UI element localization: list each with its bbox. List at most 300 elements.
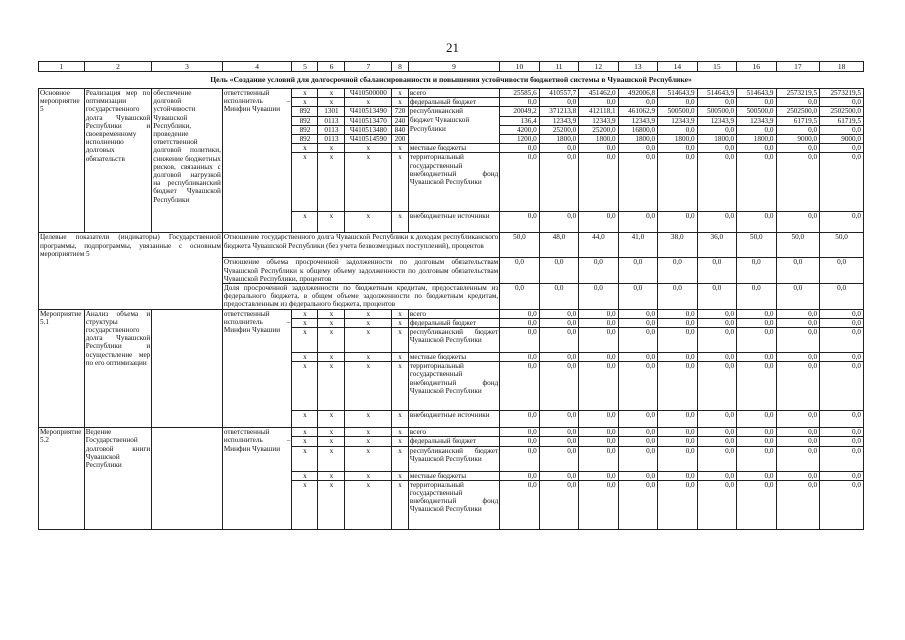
value-cell: 1800,0 [539, 135, 578, 144]
value-cell: 0,0 [539, 471, 578, 480]
value-cell: 12343,9 [579, 116, 618, 125]
funding-source: всего [408, 428, 499, 437]
value-cell: 0,0 [820, 153, 864, 212]
target-indicator: Отношение государственного долга Чувашской Республики к доходам республиканского бюджета Чувашской Республики (без учета безвозмездных поступлений), процентов [222, 233, 499, 258]
value-cell: 0,0 [579, 309, 618, 318]
value-cell: 0,0 [697, 284, 736, 310]
funding-source: местные бюджеты [408, 471, 499, 480]
value-cell: 2573219,5 [776, 89, 820, 98]
value-cell: 0,0 [500, 284, 539, 310]
value-cell: 0,0 [658, 428, 697, 437]
program-table [38, 61, 864, 530]
value-cell: 0,0 [697, 362, 736, 411]
value-cell: 0,0 [697, 411, 736, 428]
table-cell: x [292, 446, 318, 471]
value-cell: 0,0 [820, 328, 864, 353]
table-cell: x [318, 362, 345, 411]
table-cell: x [392, 353, 409, 362]
value-cell: 0,0 [737, 125, 776, 134]
value-cell: 0,0 [500, 428, 539, 437]
value-cell: 0,0 [737, 284, 776, 310]
event-number: Мероприятие 5.2 [39, 428, 85, 530]
value-cell: 0,0 [697, 446, 736, 471]
value-cell: 12343,9 [539, 116, 578, 125]
table-cell: 840 [392, 125, 409, 134]
value-cell: 0,0 [579, 144, 618, 153]
funding-source [408, 135, 499, 144]
value-cell: 0,0 [500, 328, 539, 353]
value-cell: 1800,0 [579, 135, 618, 144]
table-cell: x [318, 318, 345, 327]
table-cell: Ч410513480 [345, 125, 392, 134]
table-cell: Ч410513490 [345, 107, 392, 116]
column-number: 5 [292, 62, 318, 72]
funding-source: территориальный государственный внебюджетный фонд Чувашской Республики [408, 153, 499, 212]
value-cell: 0,0 [539, 212, 578, 233]
table-cell: x [392, 428, 409, 437]
funding-source: внебюджетные источники [408, 212, 499, 233]
value-cell: 0,0 [658, 480, 697, 529]
column-number: 1 [39, 62, 85, 72]
table-cell: x [318, 446, 345, 471]
event-goal [152, 309, 223, 428]
column-number: 10 [500, 62, 539, 72]
column-number: 12 [579, 62, 618, 72]
value-cell: 0,0 [697, 318, 736, 327]
value-cell: 0,0 [539, 353, 578, 362]
table-cell: x [292, 437, 318, 446]
table-cell: x [318, 309, 345, 318]
value-cell: 0,0 [579, 471, 618, 480]
value-cell: 0,0 [737, 362, 776, 411]
funding-source: бюджет Чувашской [408, 116, 499, 125]
value-cell: 0,0 [579, 212, 618, 233]
value-cell: 50,0 [776, 233, 820, 258]
value-cell: 0,0 [737, 446, 776, 471]
value-cell: 0,0 [539, 428, 578, 437]
value-cell: 0,0 [697, 328, 736, 353]
table-row [39, 89, 864, 98]
value-cell: 0,0 [737, 411, 776, 428]
value-cell: 0,0 [658, 437, 697, 446]
table-cell: 892 [292, 107, 318, 116]
value-cell: 0,0 [500, 353, 539, 362]
value-cell: 0,0 [658, 362, 697, 411]
value-cell: 0,0 [697, 98, 736, 107]
value-cell: 0,0 [539, 309, 578, 318]
table-cell: x [292, 362, 318, 411]
event-title: Реализация мер по оптимизации государственного долга Чувашской Республики и своевременному исполнению долговых обязательств [84, 89, 152, 233]
event-goal [152, 428, 223, 530]
table-cell: x [345, 471, 392, 480]
table-cell: x [292, 98, 318, 107]
table-cell: x [318, 428, 345, 437]
value-cell: 0,0 [776, 471, 820, 480]
table-cell: x [392, 411, 409, 428]
value-cell: 0,0 [658, 309, 697, 318]
value-cell: 0,0 [737, 98, 776, 107]
funding-source: Республики [408, 125, 499, 134]
value-cell: 12343,9 [658, 116, 697, 125]
funding-source: территориальный государственный внебюджетный фонд Чувашской Республики [408, 480, 499, 529]
value-cell: 0,0 [579, 437, 618, 446]
table-cell: x [392, 446, 409, 471]
value-cell: 12343,9 [618, 116, 657, 125]
value-cell: 0,0 [820, 212, 864, 233]
value-cell: 0,0 [737, 309, 776, 318]
value-cell: 136,4 [500, 116, 539, 125]
value-cell: 0,0 [500, 153, 539, 212]
value-cell: 0,0 [500, 446, 539, 471]
table-cell: x [345, 212, 392, 233]
value-cell: 0,0 [737, 144, 776, 153]
value-cell: 4200,0 [500, 125, 539, 134]
value-cell: 0,0 [539, 258, 578, 284]
value-cell: 0,0 [697, 212, 736, 233]
funding-source: республиканский [408, 107, 499, 116]
targets-label: Целевые показатели (индикаторы) Государственной программы, подпрограммы, увязанные с основным мероприятием 5 [39, 233, 223, 309]
value-cell: 0,0 [579, 362, 618, 411]
event-goal: обеспечение долговой устойчивости Чувашской Республики, проведение ответственной долговой политики, снижение бюджетных рисков, связанных с долговой нагрузкой на республиканский бюджет Чувашской Республики [152, 89, 223, 233]
table-cell: x [318, 411, 345, 428]
goal-title: Цель «Создание условий для долгосрочной сбалансированности и повышения устойчивости бюджетной системы в Чувашской Республике» [39, 72, 864, 89]
table-cell: x [318, 153, 345, 212]
value-cell: 0,0 [618, 98, 657, 107]
table-cell: x [292, 309, 318, 318]
table-row [39, 428, 864, 437]
value-cell: 0,0 [618, 428, 657, 437]
value-cell: 461062,9 [618, 107, 657, 116]
table-cell: x [345, 411, 392, 428]
value-cell: 0,0 [776, 318, 820, 327]
table-cell: x [292, 428, 318, 437]
table-cell: x [292, 471, 318, 480]
column-numbers-row [39, 62, 864, 72]
value-cell: 0,0 [579, 284, 618, 310]
value-cell: 0,0 [820, 125, 864, 134]
value-cell: 0,0 [500, 258, 539, 284]
column-number: 4 [222, 62, 292, 72]
value-cell: 2502500,0 [776, 107, 820, 116]
event-title: Анализ объема и структуры государственного долга Чувашской Республики и осуществление мер по его оптимизации [84, 309, 152, 428]
table-cell: x [318, 144, 345, 153]
value-cell: 0,0 [658, 328, 697, 353]
value-cell: 0,0 [820, 480, 864, 529]
value-cell: 0,0 [658, 125, 697, 134]
event-executor: ответственный исполнитель – Минфин Чувашии [222, 309, 292, 428]
table-cell: x [392, 144, 409, 153]
value-cell: 12343,9 [737, 116, 776, 125]
value-cell: 514643,9 [697, 89, 736, 98]
value-cell: 500500,0 [697, 107, 736, 116]
table-cell: x [345, 446, 392, 471]
value-cell: 36,0 [697, 233, 736, 258]
table-cell: x [392, 437, 409, 446]
value-cell: 0,0 [737, 153, 776, 212]
value-cell: 0,0 [697, 471, 736, 480]
table-cell: 1301 [318, 107, 345, 116]
value-cell: 12343,9 [697, 116, 736, 125]
value-cell: 0,0 [820, 98, 864, 107]
value-cell: 0,0 [658, 98, 697, 107]
table-cell: x [345, 328, 392, 353]
value-cell: 25585,6 [500, 89, 539, 98]
event-number: Основное мероприятие 5 [39, 89, 85, 233]
value-cell: 0,0 [776, 258, 820, 284]
value-cell: 0,0 [579, 446, 618, 471]
value-cell: 0,0 [500, 437, 539, 446]
value-cell: 0,0 [820, 144, 864, 153]
value-cell: 0,0 [618, 446, 657, 471]
funding-source: местные бюджеты [408, 144, 499, 153]
table-cell: x [318, 471, 345, 480]
value-cell: 0,0 [776, 428, 820, 437]
value-cell: 0,0 [579, 98, 618, 107]
value-cell: 0,0 [820, 353, 864, 362]
value-cell: 0,0 [658, 144, 697, 153]
value-cell: 0,0 [579, 480, 618, 529]
table-cell: x [345, 98, 392, 107]
table-cell: x [292, 144, 318, 153]
value-cell: 514643,9 [658, 89, 697, 98]
value-cell: 0,0 [820, 258, 864, 284]
value-cell: 0,0 [737, 428, 776, 437]
value-cell: 0,0 [658, 258, 697, 284]
value-cell: 0,0 [618, 411, 657, 428]
table-cell: 892 [292, 116, 318, 125]
funding-source: местные бюджеты [408, 353, 499, 362]
value-cell: 0,0 [500, 362, 539, 411]
value-cell: 0,0 [776, 125, 820, 134]
table-cell: 200 [392, 135, 409, 144]
value-cell: 500500,0 [737, 107, 776, 116]
value-cell: 0,0 [820, 318, 864, 327]
value-cell: 0,0 [618, 328, 657, 353]
table-cell: x [318, 98, 345, 107]
table-cell: x [345, 428, 392, 437]
table-cell: x [292, 318, 318, 327]
column-number: 6 [318, 62, 345, 72]
value-cell: 0,0 [697, 353, 736, 362]
value-cell: 0,0 [539, 328, 578, 353]
column-number: 15 [697, 62, 736, 72]
value-cell: 0,0 [539, 437, 578, 446]
table-cell: x [318, 480, 345, 529]
value-cell: 9000,0 [820, 135, 864, 144]
value-cell: 0,0 [697, 437, 736, 446]
value-cell: 0,0 [776, 411, 820, 428]
table-cell: Ч410500000 [345, 89, 392, 98]
value-cell: 2573219,5 [820, 89, 864, 98]
value-cell: 0,0 [697, 125, 736, 134]
value-cell: 0,0 [658, 411, 697, 428]
value-cell: 1800,0 [737, 135, 776, 144]
table-cell: x [345, 153, 392, 212]
table-row [39, 309, 864, 318]
value-cell: 0,0 [618, 353, 657, 362]
table-cell: x [292, 353, 318, 362]
value-cell: 41,0 [618, 233, 657, 258]
value-cell: 0,0 [579, 318, 618, 327]
column-number: 11 [539, 62, 578, 72]
value-cell: 0,0 [820, 362, 864, 411]
table-cell: x [392, 362, 409, 411]
value-cell: 1800,0 [658, 135, 697, 144]
column-number: 14 [658, 62, 697, 72]
value-cell: 44,0 [579, 233, 618, 258]
value-cell: 0,0 [737, 480, 776, 529]
target-indicator: Отношение объема просроченной задолженности по долговым обязательствам Чувашской Республики к общему объему задолженности по долговым обязательствам Чувашской Республики, процентов [223, 258, 499, 283]
value-cell: 20049,2 [500, 107, 539, 116]
table-cell: x [392, 89, 409, 98]
table-cell: x [345, 144, 392, 153]
value-cell: 0,0 [618, 153, 657, 212]
column-number: 8 [392, 62, 409, 72]
value-cell: 0,0 [697, 153, 736, 212]
column-number: 3 [152, 62, 223, 72]
value-cell: 0,0 [579, 353, 618, 362]
value-cell: 50,0 [500, 233, 539, 258]
value-cell: 0,0 [776, 437, 820, 446]
table-cell: x [345, 309, 392, 318]
value-cell: 0,0 [776, 362, 820, 411]
value-cell: 0,0 [618, 212, 657, 233]
funding-source: внебюджетные источники [408, 411, 499, 428]
table-cell: x [292, 89, 318, 98]
value-cell: 0,0 [618, 284, 657, 310]
funding-source: территориальный государственный внебюджетный фонд Чувашской Республики [408, 362, 499, 411]
value-cell: 1800,0 [697, 135, 736, 144]
table-cell: x [392, 480, 409, 529]
table-cell: x [292, 328, 318, 353]
column-number: 13 [618, 62, 657, 72]
funding-source: федеральный бюджет [408, 98, 499, 107]
value-cell: 9000,0 [776, 135, 820, 144]
value-cell: 371213,8 [539, 107, 578, 116]
value-cell: 0,0 [539, 362, 578, 411]
value-cell: 0,0 [618, 258, 657, 284]
table-cell: x [318, 353, 345, 362]
value-cell: 0,0 [658, 153, 697, 212]
event-title: Ведение Государственной долговой книги Чувашской Республики [84, 428, 152, 530]
value-cell: 38,0 [658, 233, 697, 258]
value-cell: 0,0 [776, 212, 820, 233]
value-cell: 0,0 [539, 411, 578, 428]
table-cell: x [318, 89, 345, 98]
table-cell: x [392, 153, 409, 212]
table-cell: x [392, 309, 409, 318]
value-cell: 0,0 [658, 212, 697, 233]
value-cell: 0,0 [697, 309, 736, 318]
table-cell: 720 [392, 107, 409, 116]
table-cell: x [318, 212, 345, 233]
funding-source: республиканский бюджет Чувашской Республики [408, 446, 499, 471]
table-cell: x [345, 353, 392, 362]
event-number: Мероприятие 5.1 [39, 309, 85, 428]
table-cell: x [392, 98, 409, 107]
table-cell: Ч410514590 [345, 135, 392, 144]
value-cell: 0,0 [776, 153, 820, 212]
funding-source: всего [408, 309, 499, 318]
table-cell: x [292, 153, 318, 212]
table-cell: Ч410513470 [345, 116, 392, 125]
value-cell: 0,0 [737, 212, 776, 233]
value-cell: 0,0 [618, 471, 657, 480]
value-cell: 0,0 [658, 284, 697, 310]
target-indicator: Доля просроченной задолженности по бюджетным кредитам, предоставленным из федерального бюджета, в общем объеме задолженности по бюджетным кредитам, предоставленным из федерального бюджета, процентов [223, 284, 499, 309]
value-cell: 48,0 [539, 233, 578, 258]
funding-source: всего [408, 89, 499, 98]
value-cell: 0,0 [579, 428, 618, 437]
value-cell: 50,0 [820, 233, 864, 258]
value-cell: 0,0 [618, 437, 657, 446]
value-cell: 0,0 [500, 309, 539, 318]
value-cell: 0,0 [500, 212, 539, 233]
value-cell: 412118,1 [579, 107, 618, 116]
value-cell: 0,0 [579, 328, 618, 353]
value-cell: 61719,5 [776, 116, 820, 125]
value-cell: 25200,0 [579, 125, 618, 134]
table-cell: x [292, 480, 318, 529]
value-cell: 1800,0 [618, 135, 657, 144]
value-cell: 0,0 [820, 446, 864, 471]
table-cell: x [345, 480, 392, 529]
event-executor: ответственный исполнитель – Минфин Чувашии [222, 428, 292, 530]
column-number: 16 [737, 62, 776, 72]
value-cell: 0,0 [658, 471, 697, 480]
funding-source: федеральный бюджет [408, 318, 499, 327]
table-cell: 0113 [318, 116, 345, 125]
table-cell: x [292, 212, 318, 233]
value-cell: 0,0 [776, 446, 820, 471]
value-cell: 0,0 [776, 353, 820, 362]
table-cell: 892 [292, 135, 318, 144]
table-cell: x [345, 318, 392, 327]
table-cell: x [345, 437, 392, 446]
value-cell: 500500,0 [658, 107, 697, 116]
value-cell: 0,0 [776, 98, 820, 107]
value-cell: 0,0 [820, 428, 864, 437]
column-number: 18 [820, 62, 864, 72]
value-cell: 0,0 [579, 153, 618, 212]
table-cell: x [318, 437, 345, 446]
value-cell: 451462,0 [579, 89, 618, 98]
value-cell: 0,0 [697, 480, 736, 529]
value-cell: 2502500,0 [820, 107, 864, 116]
table-cell: x [392, 318, 409, 327]
value-cell: 0,0 [539, 144, 578, 153]
value-cell: 0,0 [500, 98, 539, 107]
value-cell: 0,0 [500, 411, 539, 428]
value-cell: 0,0 [658, 446, 697, 471]
table-cell: x [292, 411, 318, 428]
funding-source: федеральный бюджет [408, 437, 499, 446]
value-cell: 16800,0 [618, 125, 657, 134]
table-cell: x [392, 471, 409, 480]
table-cell: x [392, 212, 409, 233]
funding-source: республиканский бюджет Чувашской Республики [408, 328, 499, 353]
value-cell: 0,0 [500, 144, 539, 153]
table-cell: 240 [392, 116, 409, 125]
value-cell: 0,0 [776, 328, 820, 353]
page-number: 21 [446, 40, 459, 55]
column-number: 7 [345, 62, 392, 72]
value-cell: 0,0 [618, 362, 657, 411]
value-cell: 410557,7 [539, 89, 578, 98]
target-row [39, 233, 864, 258]
value-cell: 0,0 [618, 309, 657, 318]
value-cell: 514643,9 [737, 89, 776, 98]
